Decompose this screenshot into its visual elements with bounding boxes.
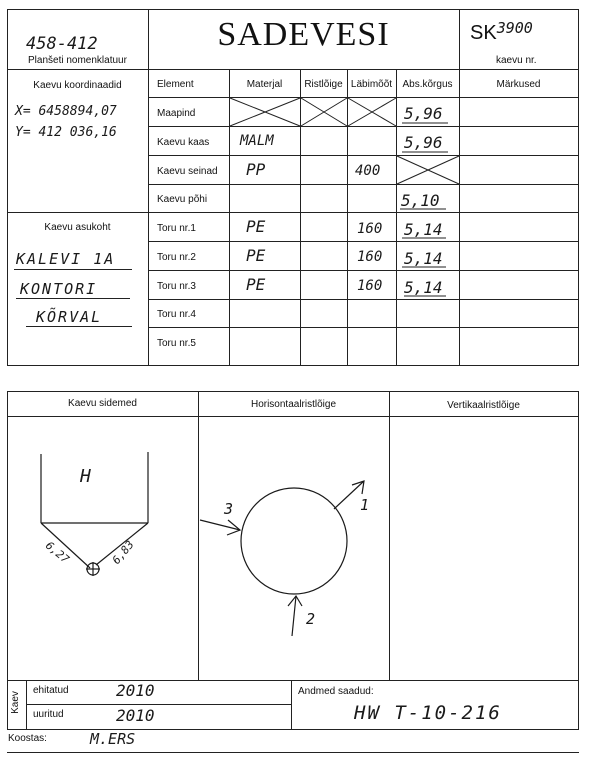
pipe-1-diameter: 160 <box>357 221 383 237</box>
well-label: kaevu nr. <box>496 55 537 66</box>
pipe-3-label: 3 <box>224 500 234 518</box>
pipe-3-diameter: 160 <box>357 278 383 294</box>
row-label-pipe-5: Toru nr.5 <box>157 338 196 349</box>
header-diameter: Läbimõõt <box>350 79 393 90</box>
walls-material: PP <box>246 160 266 179</box>
well-side-label: Kaev <box>9 691 21 714</box>
ground-abs-height: 5,96 <box>404 104 443 123</box>
header-cross-section: Ristlõige <box>304 79 343 90</box>
page-title: SADEVESI <box>217 16 390 53</box>
header-notes: Märkused <box>496 79 541 90</box>
cover-material: MALM <box>240 133 274 149</box>
pipe-3-material: PE <box>246 275 266 294</box>
pipe-2-material: PE <box>246 246 266 265</box>
coordinate-x: X= 6458894,07 <box>15 104 117 119</box>
row-label-ground: Maapind <box>157 108 196 119</box>
pipe-1-label: 1 <box>360 496 370 514</box>
row-label-pipe-2: Toru nr.2 <box>157 252 196 263</box>
row-label-pipe-4: Toru nr.4 <box>157 309 196 320</box>
surveyed-value: 2010 <box>116 706 155 725</box>
location-label: Kaevu asukoht <box>44 222 111 233</box>
location-line-3: KÕRVAL <box>36 308 103 326</box>
header-material: Materjal <box>246 79 283 90</box>
well-number-value: 3900 <box>496 19 533 37</box>
header-abs-height: Abs.kõrgus <box>402 79 453 90</box>
surveyed-label: uuritud <box>33 709 64 720</box>
tie-left-distance: 6,27 <box>42 539 72 566</box>
row-label-pipe-3: Toru nr.3 <box>157 281 196 292</box>
pipe-1-abs-height: 5,14 <box>404 220 443 239</box>
compiled-value: M.ERS <box>90 730 136 748</box>
row-label-cover: Kaevu kaas <box>157 137 210 148</box>
built-value: 2010 <box>116 681 155 700</box>
tie-right-distance: 6,83 <box>109 538 137 567</box>
pipe-2-diameter: 160 <box>357 249 383 265</box>
well-prefix: SK <box>470 22 497 44</box>
map-sheet-value: 458-412 <box>26 34 98 54</box>
location-line-1: KALEVI 1A <box>16 250 116 268</box>
row-label-walls: Kaevu seinad <box>157 166 218 177</box>
vertical-section-label: Vertikaalristlõige <box>447 400 520 411</box>
data-from-value: HW T-10-216 <box>354 702 502 724</box>
compiled-label: Koostas: <box>8 733 47 744</box>
pipe-1-material: PE <box>246 217 266 236</box>
row-label-bottom: Kaevu põhi <box>157 194 208 205</box>
coordinate-y: Y= 412 036,16 <box>15 125 117 140</box>
bottom-abs-height: 5,10 <box>401 191 440 210</box>
location-line-2: KONTORI <box>20 280 98 298</box>
pipe-2-label: 2 <box>306 610 316 628</box>
data-from-label: Andmed saadud: <box>298 686 374 697</box>
pipe-2-abs-height: 5,14 <box>404 249 443 268</box>
row-label-pipe-1: Toru nr.1 <box>157 223 196 234</box>
coordinates-label: Kaevu koordinaadid <box>33 80 122 91</box>
map-sheet-label: Planšeti nomenklatuur <box>28 55 127 66</box>
pipe-3-abs-height: 5,14 <box>404 278 443 297</box>
walls-diameter: 400 <box>355 163 381 179</box>
header-element: Element <box>157 79 194 90</box>
horizontal-section-label: Horisontaalristlõige <box>250 399 337 410</box>
ties-label: Kaevu sidemed <box>68 398 137 409</box>
built-label: ehitatud <box>33 685 69 696</box>
cover-abs-height: 5,96 <box>404 133 443 152</box>
house-letter: H <box>80 466 91 487</box>
